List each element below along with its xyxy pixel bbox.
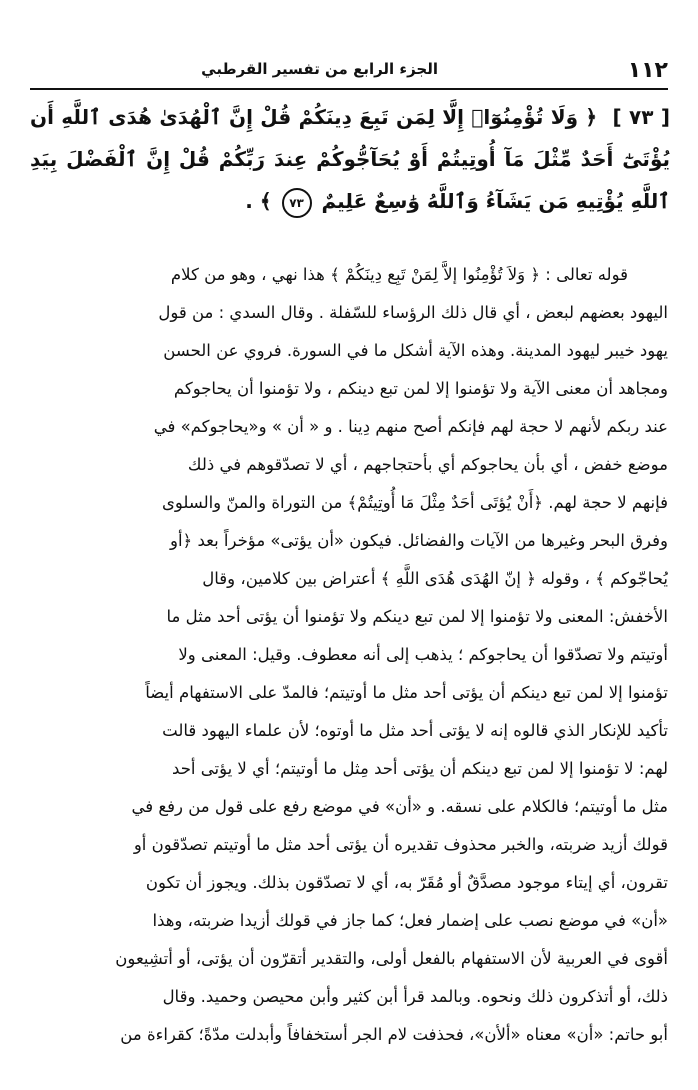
body-line: اليهود بعضهم لبعض ، أي قال ذلك الرؤساء للسّفلة . وقال السدي : من قول — [158, 303, 668, 322]
body-line: قولك أزيد ضربته، والخبر محذوف تقديره أن يؤتى أحد مثل ما أوتيتم تصدّقون أو — [133, 835, 668, 854]
body-line: قوله تعالى : ﴿ وَلاَ تُؤْمِنُوا إلاَّ لِمَنْ تَبِع دِينَكُمْ ﴾ هذا نهي ، وهو من كلام — [170, 265, 628, 284]
body-line: ومجاهد أن معنى الآية ولا تؤمنوا إلا لمن تبع دينكم ، ولا تؤمنوا أن يحاجوكم — [173, 379, 668, 398]
body-line: أبو حاتم: «أن» معناه «ألأن»، فحذفت لام الجر أستخفافاً وأبدلت مدّةً؛ كقراءة من — [120, 1025, 668, 1044]
ayah-end-marker: ٧٣ — [282, 188, 312, 218]
body-line: أوتيتم ولا تصدّقوا أن يحاجوكم ؛ يذهب إلى أنه معطوف. وقيل: المعنى ولا — [178, 645, 668, 664]
body-line: الأخفش: المعنى ولا تؤمنوا إلا لمن تبع دينكم ولا تؤمنوا أن يؤتى أحد مثل ما — [166, 607, 668, 626]
running-title: الجزء الرابع من تفسير القرطبي — [201, 60, 438, 78]
verse-text: ﴿ وَلَا تُؤْمِنُوٓا۟ إِلَّا لِمَن تَبِعَ دِينَكُمْ قُلْ إِنَّ ٱلْهُدَىٰ هُدَى ٱللَّهِ أَن يُؤْتَىٰٓ أَحَدٌ مِّثْلَ مَآ أُوتِيتُمْ أَوْ يُحَآجُّوكُمْ عِندَ رَبِّكُمْ قُلْ إِنَّ ٱلْفَضْلَ بِيَدِ ٱللَّهِ يُؤْتِيهِ مَن يَشَآءُ وَٱللَّهُ وَٰسِعٌ عَلِيمٌ — [30, 105, 670, 213]
body-line: فإنهم لا حجة لهم. ﴿أَنْ يُؤتَى أحَدٌ مِثْلَ مَا أُوتِيتُمْ﴾ من التوراة والمنّ والسلوى — [161, 493, 668, 512]
body-line: عند ربكم لأنهم لا حجة لهم فإنكم أصح منهم دِينا . و « أن » و«يحاجوكم» في — [153, 417, 668, 436]
body-line: يهود خيبر ليهود المدينة. وهذه الآية أشكل ما في السورة. فروي عن الحسن — [163, 341, 668, 360]
body-line: تقرون، أي إيتاء موجود مصدَّقٌ أو مُقَرّ به، أي لا تصدّقون بذلك. ويجوز أن تكون — [145, 873, 668, 892]
verse-closing: ﴾ . — [245, 189, 272, 213]
header-rule — [30, 88, 668, 90]
body-line: وفرق البحر وغيرها من الآيات والفضائل. فيكون «أن يؤتى» مؤخراً بعد ﴿أو — [169, 531, 668, 550]
body-line: يُحاجّوكم ﴾ ، وقوله ﴿ إنّ الهُدَى هُدَى اللَّهِ ﴾ أعتراض بين كلامين، وقال — [202, 569, 668, 588]
body-line: تأكيد للإنكار الذي قالوه إنه لا يؤتى أحد مثل ما أوتوه؛ لأن علماء اليهود قالت — [162, 721, 668, 740]
body-line: ذلك، أو أتذكرون ذلك ونحوه. وبالمد قرأ أبن كثير وأبن محيصن وحميد. وقال — [162, 987, 668, 1006]
page-number: ١١٢ — [627, 58, 668, 83]
body-line: تؤمنوا إلا لمن تبع دينكم أن يؤتى أحد مثل ما أوتيتم؛ فالمدّ على الاستفهام أيضاً — [145, 683, 668, 702]
body-line: لهم: لا تؤمنوا إلا لمن تبع دينكم أن يؤتى أحد مِثل ما أوتيتم؛ أي لا يؤتى أحد — [172, 759, 668, 778]
commentary-body — [30, 256, 668, 1054]
body-line: موضع خفض ، أي بأن يحاجوكم أي بأحتجاجهم ، أي لا تصدّقوهم في ذلك — [187, 455, 668, 474]
quran-verse — [30, 96, 670, 222]
body-line: مثل ما أوتيتم؛ فالكلام على نسقه. و «أن» في موضع رفع على قول من رفع في — [131, 797, 668, 816]
page-header — [30, 56, 668, 86]
body-line: أقوى في العربية لأن الاستفهام بالفعل أولى، والتقدير أتقرّون أن يؤتى، أو أتشِيعون — [115, 949, 668, 968]
body-line: «أن» في موضع نصب على إضمار فعل؛ كما جاز في قولك أزيدا ضربته، وهذا — [152, 911, 668, 930]
verse-number: [ ٧٣ ] — [612, 105, 670, 129]
